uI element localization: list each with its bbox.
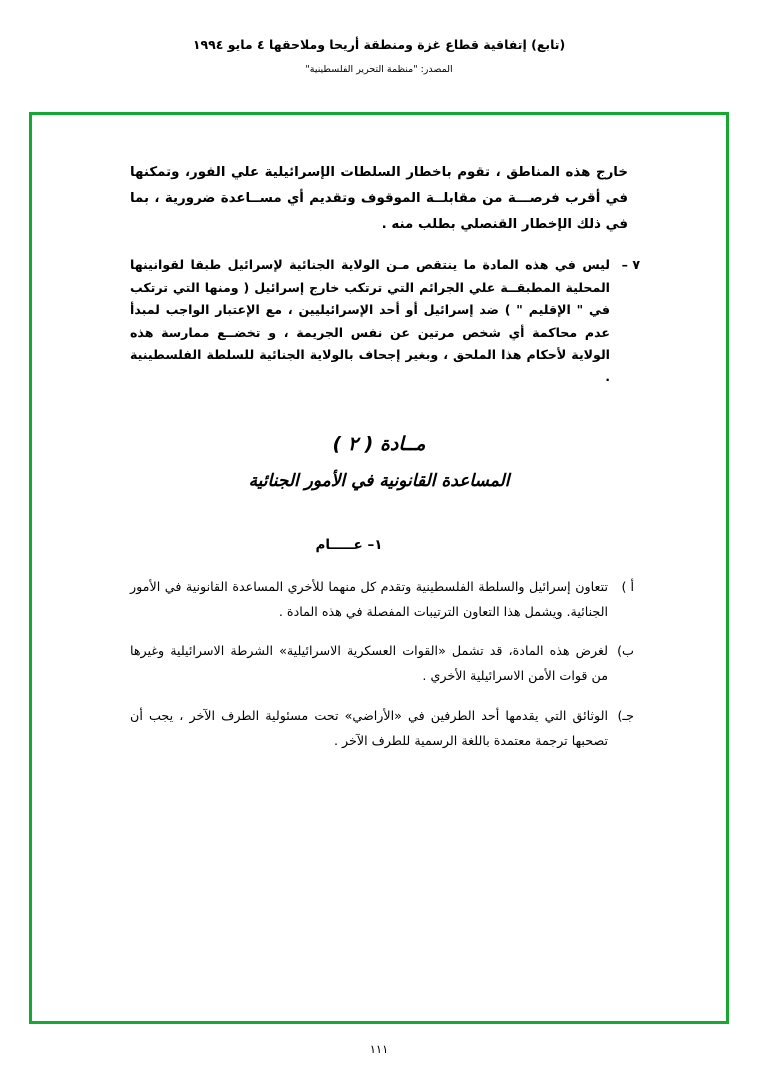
clause-seven-marker: ٧ – bbox=[621, 257, 640, 273]
header-source: المصدر: "منظمة التحرير الفلسطينية" bbox=[305, 63, 453, 75]
list-item-text: تتعاون إسرائيل والسلطة الفلسطينية وتقدم كل منهما للأخري المساعدة القانونية في الأمور الجنائية. ويشمل هذا التعاون الترتيبات المفصلة في هذه المادة . bbox=[130, 578, 608, 619]
paragraph-continued: خارج هذه المناطق ، تقوم باخطار السلطات الإسرائيلية علي الفور، وتمكنها في أقرب فرصـــة من مقابلــة الموقوف وتقديم أي مســاعدة ضرورية ، بما في ذلك الإخطار القنصلي بطلب منه . bbox=[130, 165, 628, 233]
list-item-text: لغرض هذه المادة، قد تشمل «القوات العسكرية الاسرائيلية» الشرطة الاسرائيلية وغيرها من قوات الأمن الاسرائيلية الأخري . bbox=[130, 643, 608, 684]
page-number: ١١١ bbox=[369, 1042, 389, 1056]
article-subtitle: المساعدة القانونية في الأمور الجنائية bbox=[248, 470, 510, 491]
header-title: (تابع) إتفاقية قطاع غزة ومنطقة أريحا وملاحقها ٤ مايو ١٩٩٤ bbox=[192, 37, 566, 52]
article-title: مــادة ( ٢ ) bbox=[332, 432, 426, 455]
list-item-label: ب) bbox=[617, 643, 634, 659]
page-header bbox=[0, 36, 758, 76]
section-number: ١– bbox=[367, 536, 383, 553]
list-item bbox=[130, 639, 634, 689]
list-item-text: الوثائق التي يقدمها أحد الطرفين في «الأراضي» تحت مسئولية الطرف الآخر ، يجب أن تصحبها ترجمة معتمدة باللغة الرسمية للطرف الآخر . bbox=[130, 707, 608, 748]
list-item bbox=[130, 575, 634, 625]
section-general-heading bbox=[130, 537, 628, 553]
list-item-label: جـ) bbox=[617, 707, 634, 723]
list-item-label: أ ) bbox=[621, 578, 634, 594]
section-label: عـــــام bbox=[315, 536, 363, 553]
clause-seven bbox=[130, 254, 640, 388]
clause-seven-text: ليس في هذه المادة ما ينتقص مـن الولاية الجنائية لإسرائيل طبقا لقوانينها المحلية المطبقــة علي الجرائم التي ترتكب خارج إسرائيل ( ومنها التي ترتكب في " الإقليم " ) ضد إسرائيل أو أحد الإسرائيليين ، مع الإعتبار الواجب لمبدأ عدم محاكمة أي شخص مرتين عن نفس الجريمة ، و تخضــع ممارسة هذه الولاية لأحكام هذا الملحق ، وبغير إجحاف بالولاية الجنائية للسلطة الفلسطينية . bbox=[130, 257, 610, 385]
document-content bbox=[130, 160, 640, 768]
list-item bbox=[130, 704, 634, 754]
clause-list bbox=[130, 575, 634, 754]
article-heading-block bbox=[130, 433, 628, 491]
